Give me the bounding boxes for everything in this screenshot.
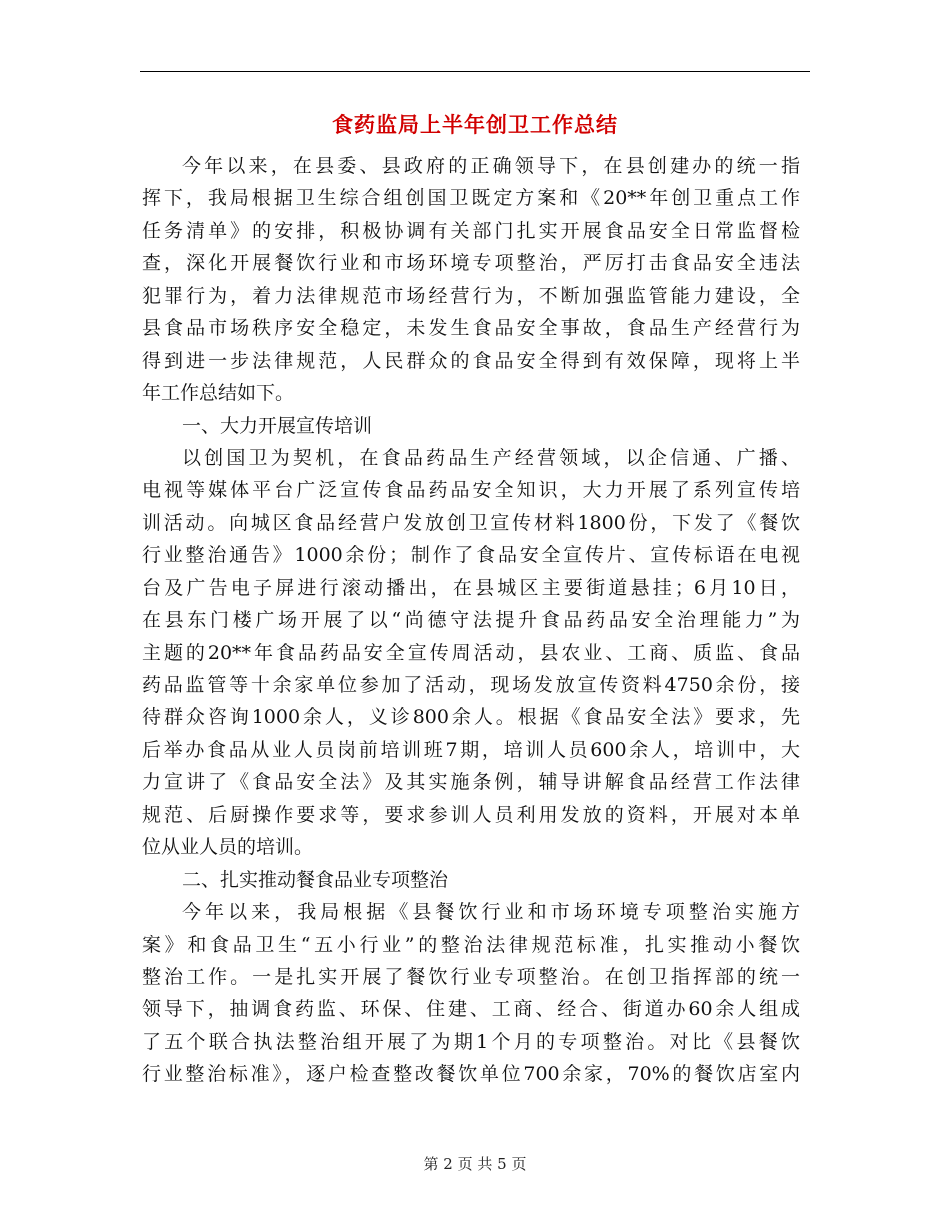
text-line: 后举办食品从业人员岗前培训班7期，培训人员600余人，培训中，大 (142, 738, 800, 761)
text-line: 县食品市场秩序安全稳定，未发生食品安全事故，食品生产经营行为 (142, 317, 800, 340)
text-line: 今年以来，我局根据《县餐饮行业和市场环境专项整治实施方 (182, 901, 800, 924)
text-line: 犯罪行为，着力法律规范市场经营行为，不断加强监管能力建设，全 (142, 284, 800, 307)
text-line: 力宣讲了《食品安全法》及其实施条例，辅导讲解食品经营工作法律 (142, 771, 800, 794)
text-line: 查，深化开展餐饮行业和市场环境专项整治，严厉打击食品安全违法 (142, 252, 800, 275)
text-line: 行业整治标准》，逐户检查整改餐饮单位700余家，70%的餐饮店室内 (142, 1063, 800, 1086)
text-line: 以创国卫为契机，在食品药品生产经营领域，以企信通、广播、 (182, 446, 800, 469)
text-line: 待群众咨询1000余人，义诊800余人。根据《食品安全法》要求，先 (142, 706, 800, 729)
text-line: 挥下，我局根据卫生综合组创国卫既定方案和《20**年创卫重点工作 (142, 187, 800, 210)
text-line: 训活动。向城区食品经营户发放创卫宣传材料1800份，下发了《餐饮 (142, 511, 800, 534)
text-line: 一、大力开展宣传培训 (182, 414, 373, 437)
document-body (142, 150, 800, 1091)
text-line: 位从业人员的培训。 (142, 836, 314, 859)
text-line: 任务清单》的安排，积极协调有关部门扎实开展食品安全日常监督检 (142, 219, 800, 242)
text-line: 得到进一步法律规范，人民群众的食品安全得到有效保障，现将上半 (142, 349, 800, 372)
text-line: 年工作总结如下。 (142, 382, 295, 405)
text-line: 规范、后厨操作要求等，要求参训人员利用发放的资料，开展对本单 (142, 803, 800, 826)
text-line: 案》和食品卫生“五小行业”的整治法律规范标准，扎实推动小餐饮 (142, 933, 800, 956)
text-line: 今年以来，在县委、县政府的正确领导下，在县创建办的统一指 (182, 155, 800, 177)
text-line: 药品监管等十余家单位参加了活动，现场发放宣传资料4750余份，接 (142, 674, 800, 696)
text-line: 了五个联合执法整治组开展了为期1个月的专项整治。对比《县餐饮 (142, 1030, 800, 1053)
text-line: 主题的20**年食品药品安全宣传周活动，县农业、工商、质监、食品 (142, 641, 800, 664)
text-line: 领导下，抽调食药监、环保、住建、工商、经合、街道办60余人组成 (142, 998, 800, 1021)
text-line: 台及广告电子屏进行滚动播出，在县城区主要街道悬挂；6月10日， (142, 576, 800, 599)
text-line: 整治工作。一是扎实开展了餐饮行业专项整治。在创卫指挥部的统一 (142, 965, 800, 988)
page-number: 第 2 页 共 5 页 (423, 1155, 527, 1173)
document-title: 食药监局上半年创卫工作总结 (332, 113, 618, 137)
text-line: 二、扎实推动餐食品业专项整治 (182, 868, 449, 891)
text-line: 电视等媒体平台广泛宣传食品药品安全知识，大力开展了系列宣传培 (142, 479, 800, 502)
header-rule (140, 71, 810, 72)
text-line: 行业整治通告》1000余份；制作了食品安全宣传片、宣传标语在电视 (142, 544, 800, 567)
text-line: 在县东门楼广场开展了以“尚德守法提升食品药品安全治理能力”为 (142, 609, 800, 632)
